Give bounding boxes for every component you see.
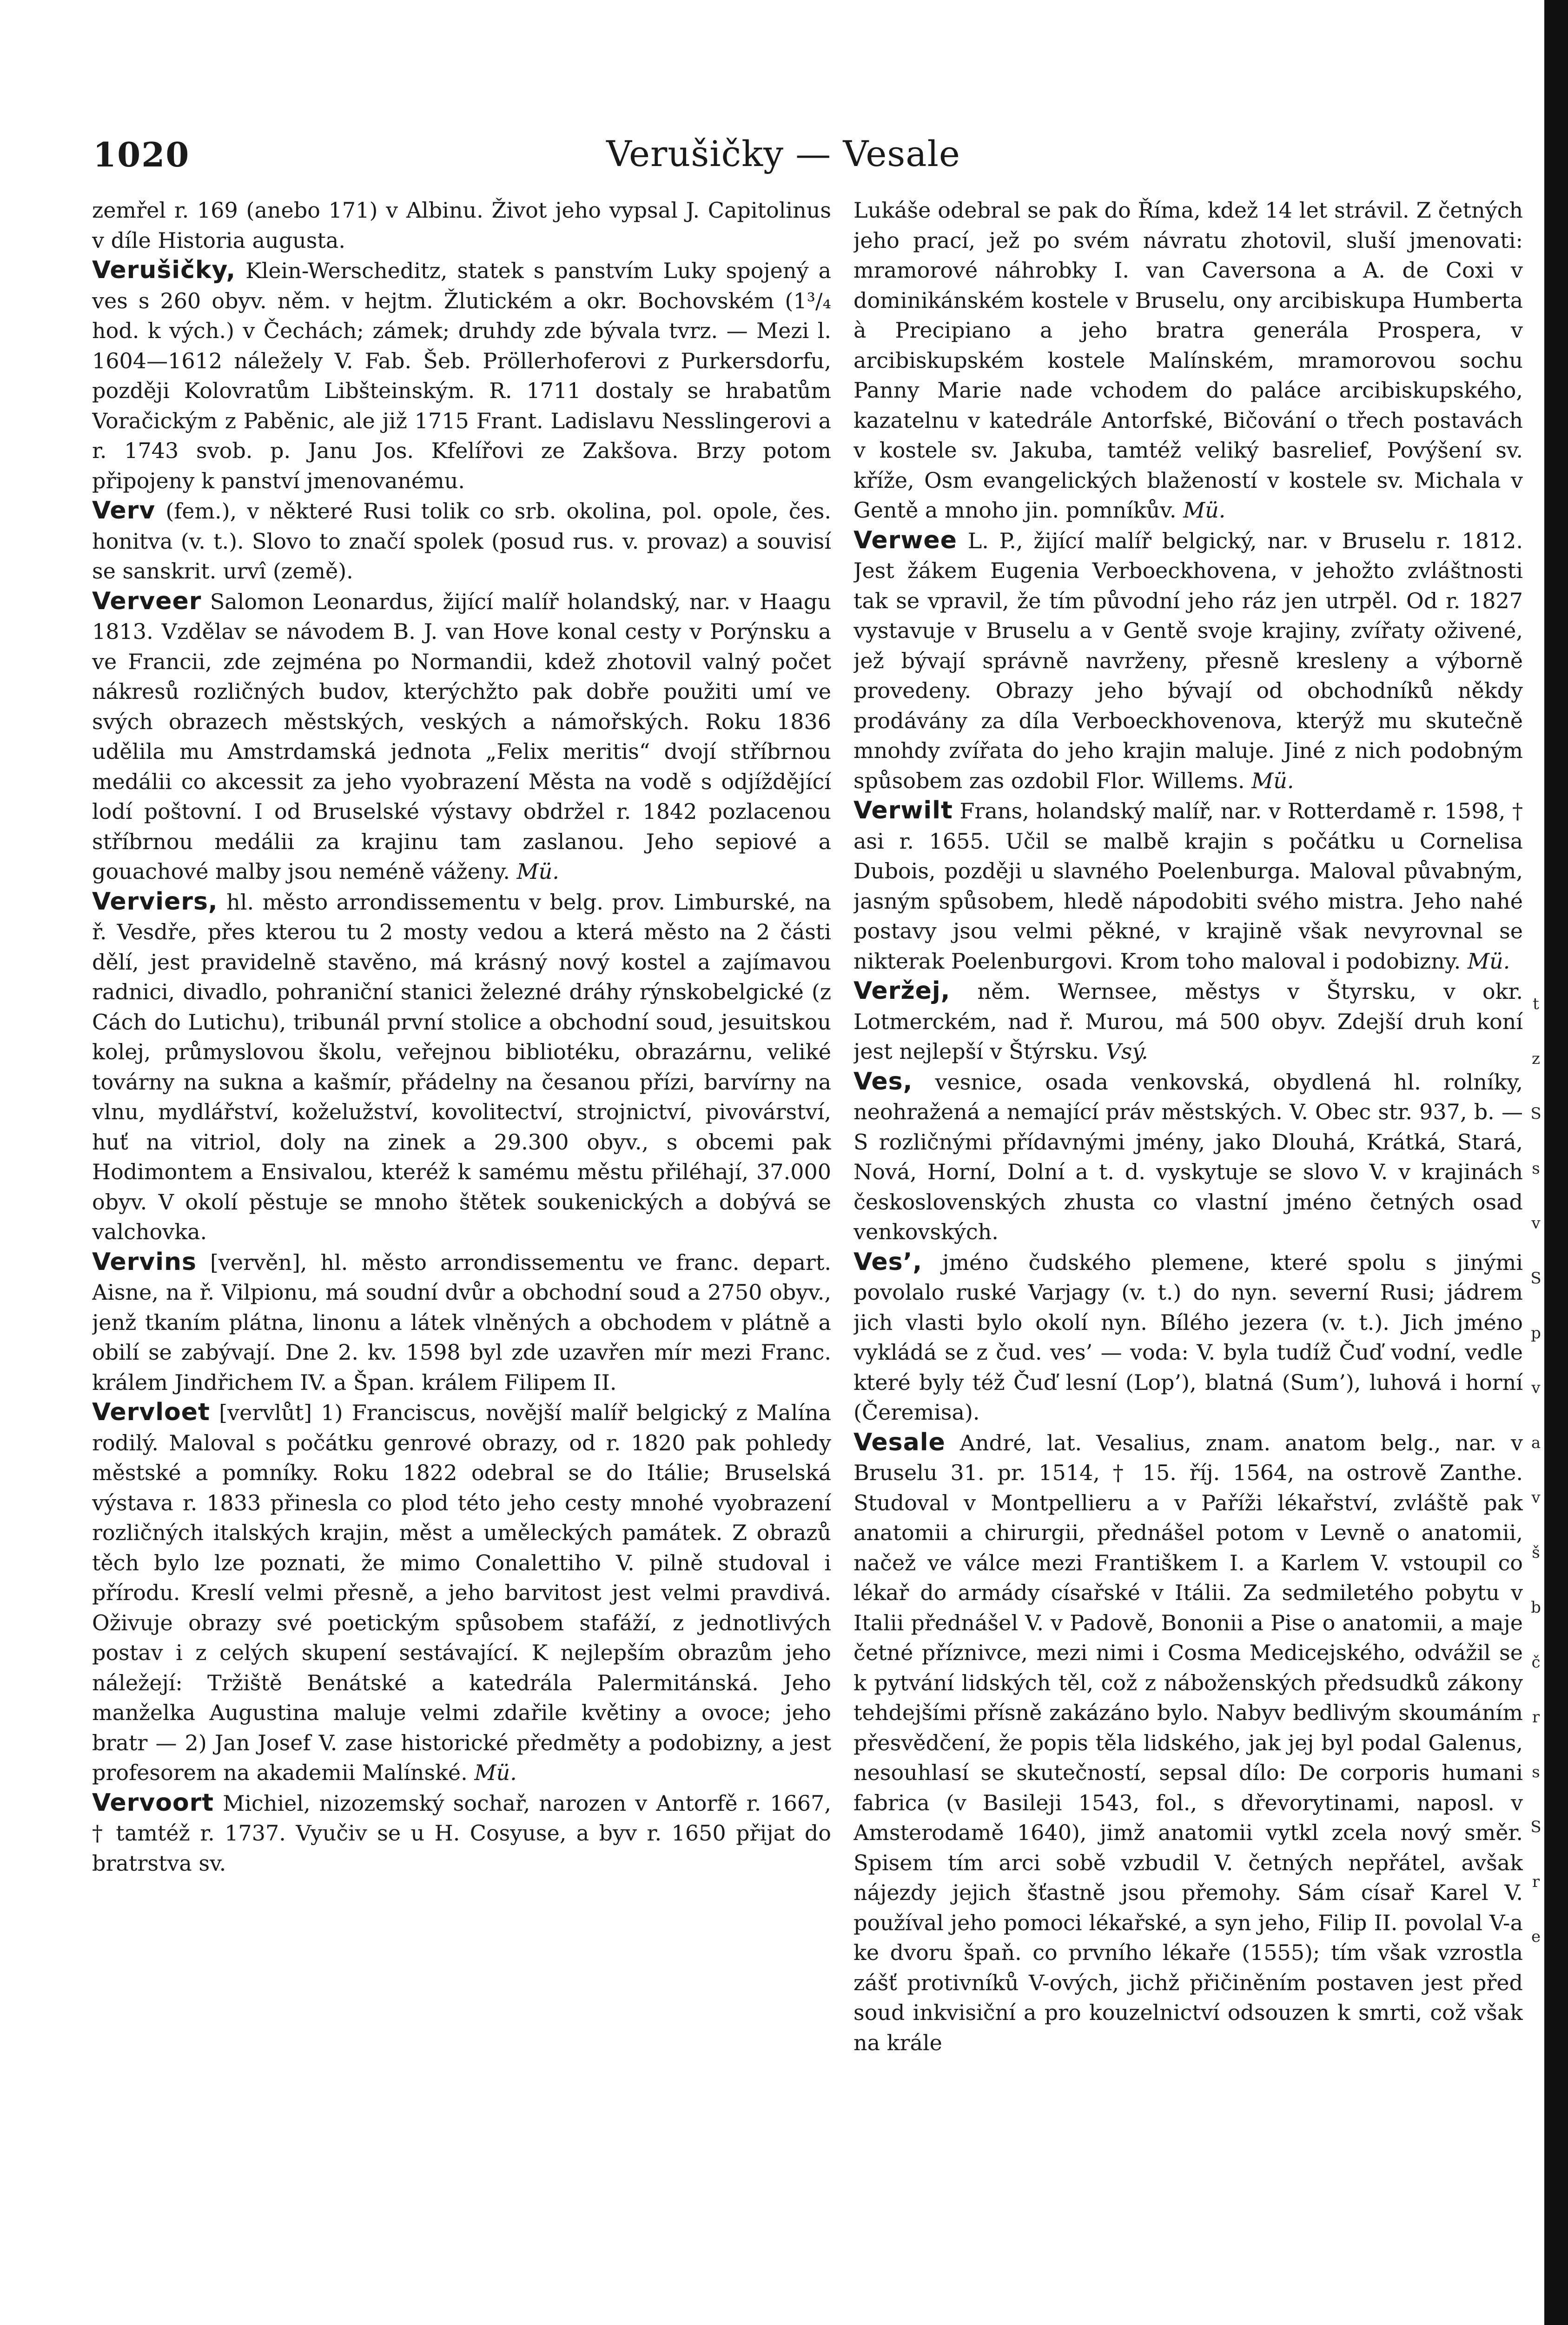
edge-glyph: p <box>1531 1324 1541 1342</box>
entry-text: jméno čudského plemene, které spolu s jinými povolalo ruské Varjagy (v. t.) do nyn. severní Rusi; jádrem jich vlasti bylo okolí nyn. Bílého jezera (v. t.). Jich jméno vykládá se z čud. ves’ — voda: V. byla tudíž Čuď vodní, vedle které byly též Čuď lesní (Lop’), blatná (Sum’), luhová i horní (Čeremisa). <box>853 1249 1523 1425</box>
dictionary-entry <box>92 1397 831 1788</box>
entry-headword: Vervins <box>92 1248 197 1276</box>
entry-text: něm. Wernsee, městys v Štyrsku, v okr. Lotmerckém, nad ř. Murou, má 500 obyv. Zdejší druh koní jest nejlepší v Štýrsku. <box>853 979 1523 1064</box>
edge-glyph: S <box>1530 1818 1542 1836</box>
entry-text: [vervěn], hl. město arrondissementu ve franc. depart. Aisne, na ř. Vilpionu, má soudní dvůr a obchodní soud a 2750 obyv., jenž tkaním plátna, linonu a látek vlněných a obchodem v plátně a obilí se zabývají. Dne 2. kv. 1598 byl zde uzavřen mír mezi Franc. králem Jindřichem IV. a Špan. králem Filipem II. <box>92 1249 831 1395</box>
entry-text: L. P., žijící malíř belgický, nar. v Bruselu r. 1812. Jest žákem Eugenia Verboeckhovena, v jehožto zvláštnosti tak se vpravil, že tím původní jeho ráz jen utrpěl. Od r. 1827 vystavuje v Bruselu a v Gentě svoje krajiny, zvířaty oživené, jež bývají správně navrženy, přesně kresleny a výborně provedeny. Obrazy jeho bývají od obchodníků někdy prodávány za díla Verboeckhovenova, kterýž mu skutečně mnohdy zvířata do jeho krajin maluje. Jiné z nich podobným spůsobem zas ozdobil Flor. Willems. <box>853 528 1523 793</box>
dictionary-entry <box>92 586 831 887</box>
dictionary-entry <box>853 976 1523 1067</box>
dictionary-entry <box>92 195 831 255</box>
adjacent-page-glyphs <box>1530 976 1542 1964</box>
author-signature: Mü. <box>1251 768 1294 793</box>
entry-headword: Vervloet <box>92 1398 210 1426</box>
edge-glyph: s <box>1532 1763 1540 1781</box>
entry-text: hl. město arrondissementu v belg. prov. Limburské, na ř. Vesdře, přes kterou tu 2 mosty vedou a která město na 2 části dělí, jest pravidelně stavěno, má krásný nový kostel a zajímavou radnici, divadlo, pohraniční stanici železné dráhy rýnskobelgické (z Cách do Lutichu), tribunál první stolice a obchodní soud, jesuitskou kolej, průmyslovou školu, veřejnou bibliotéku, obrazárnu, veliké továrny na sukna a kašmír, přádelny na česanou přízi, barvírny na vlnu, mydlářství, koželužství, kovolitectví, strojnictví, pivovárství, huť na vitriol, doly na zinek a 29.300 obyv., s obcemi pak Hodimontem a Ensivalou, kteréž k samému městu přiléhají, 37.000 obyv. V okolí pěstuje se mnoho štětek soukenických a dobývá se valchovka. <box>92 889 831 1244</box>
entry-text: zemřel r. 169 (anebo 171) v Albinu. Život jeho vypsal J. Capitolinus v díle Historia augusta. <box>92 198 831 253</box>
dictionary-entry <box>853 195 1523 525</box>
entry-headword: Verviers, <box>92 887 218 916</box>
entry-headword: Verwilt <box>853 797 953 824</box>
edge-glyph: v <box>1531 1379 1541 1397</box>
dictionary-entry <box>92 496 831 586</box>
edge-glyph: a <box>1531 1434 1541 1452</box>
entry-text: (fem.), v některé Rusi tolik co srb. okolina, pol. opole, čes. honitva (v. t.). Slovo to značí spolek (posud rus. v. provaz) a souvisí se sanskrit. urvî (země). <box>92 498 831 584</box>
page-number: 1020 <box>93 135 190 174</box>
dictionary-entry <box>853 525 1523 796</box>
entry-headword: Ves’, <box>853 1248 923 1276</box>
edge-glyph: t <box>1533 995 1539 1013</box>
entry-text: Lukáše odebral se pak do Říma, kdež 14 let strávil. Z četných jeho prací, jež po svém návratu zhotovil, sluší jmenovati: mramorové náhrobky I. van Caversona a A. de Coxi v dominikánském kostele v Bruselu, ony arcibiskupa Humberta à Precipiano a jeho bratra generála Prospera, v arcibiskupském kostele Malínském, mramorovou sochu Panny Marie nade vchodem do paláce arcibiskupského, kazatelnu v katedrále Antorfské, Bičování o třech postavách v kostele sv. Jakuba, tamtéž veliký basrelief, Povýšení sv. kříže, Osm evangelických blažeností v kostele sv. Michala v Gentě a mnoho jin. pomníkův. <box>853 198 1523 523</box>
entry-headword: Verv <box>92 497 156 525</box>
edge-glyph: š <box>1532 1543 1540 1562</box>
author-signature: Mü. <box>1467 948 1510 974</box>
entry-text: Klein-Werscheditz, statek s panstvím Luky spojený a ves s 260 obyv. něm. v hejtm. Žlutickém a okr. Bochovském (1³/₄ hod. k vých.) v Čechách; zámek; druhdy zde bývala tvrz. — Mezi l. 1604—1612 náležely V. Fab. Šeb. Pröllerhoferovi z Purkersdorfu, později Kolovratům Libšteinským. R. 1711 dostaly se hrabatům Voračickým z Paběnic, ale již 1715 Frant. Ladislavu Nesslingerovi a r. 1743 svob. p. Janu Jos. Kfelířovi ze Zakšova. Brzy potom připojeny k panství jmenovanému. <box>92 258 831 493</box>
entry-text: Frans, holandský malíř, nar. v Rotterdamě r. 1598, † asi r. 1655. Učil se malbě krajin s počátku u Cornelisa Dubois, později u slavného Poelenburga. Maloval půvabným, jasným spůsobem, hledě nápodobiti svého mistra. Jeho nahé postavy jsou velmi pěkné, v krajině však nevyrovnal se nikterak Poelenburgovi. Krom toho maloval i podobizny. <box>853 798 1523 974</box>
entry-text: [vervlůt] 1) Franciscus, novější malíř belgický z Malínа rodilý. Maloval s počátku genrové obrazy, od r. 1820 pak pohledy městské a pomníky. Roku 1822 odebral se do Itálie; Bruselská výstava r. 1833 přinesla co plod této jeho cesty mnohé vyobrazení rozličných italských krajin, měst a uměleckých památek. Z obrazů těch bylo lze poznati, že mimo Conalettiho V. pilně studoval i přírodu. Kreslí velmi přesně, a jeho barvitost jest velmi pravdivá. Oživuje obrazy své poetickým spůsobem stafáží, z jednotlivých postav i z celých skupení sestávající. K nejlepším obrazům jeho náležejí: Tržiště Benátské a katedrála Palermitánská. Jeho manželka Augustina maluje velmi zdařile květiny a ovoce; jeho bratr — 2) Jan Josef V. zase historické předměty a podobizny, a jest profesorem na akademii Malínské. <box>92 1400 831 1785</box>
author-signature: Mü. <box>1183 498 1226 523</box>
entry-headword: Vesale <box>853 1428 946 1456</box>
entry-headword: Verveer <box>92 587 202 615</box>
dictionary-entry <box>853 1067 1523 1247</box>
author-signature: Mü. <box>516 859 559 884</box>
edge-glyph: v <box>1531 1488 1541 1507</box>
edge-glyph: r <box>1532 1873 1540 1891</box>
dictionary-entry <box>853 1428 1523 2058</box>
running-title: Verušičky — Vesale <box>606 133 960 174</box>
author-signature: Vsý. <box>1105 1039 1148 1064</box>
edge-glyph: b <box>1531 1598 1541 1617</box>
left-column <box>92 195 831 2306</box>
dictionary-entry <box>92 1788 831 1879</box>
edge-glyph: S <box>1530 1269 1542 1288</box>
entry-text: André, lat. Vesalius, znam. anatom belg., nar. v Bruselu 31. pr. 1514, † 15. říj. 1564, na ostrově Zanthe. Studoval v Montpellieru a v Paříži lékařství, zvláště pak anatomii a chirurgii, přednášel potom v Levně o anatomii, načež ve válce mezi Františkem I. a Karlem V. vstoupil co lékař do armády císařské v Itálii. Za sedmiletého pobytu v Italii přednášel V. v Padově, Bononii a Pise o anatomii, a maje četné příznivce, mezi nimi i Cosma Medicejského, odvážil se k pytvání lidských těl, což z náboženských předsudků zákony tehdejšími přísně zakázáno bylo. Nabyv bedlivým skoumáním přesvědčení, že popis těla lidského, jak jej byl podal Galenus, nesouhlasí se skutečností, sepsal dílo: De corporis humani fabrica (v Basileji 1543, fol., s dřevorytinami, naposl. v Amsterodamě 1640), jimž anatomii vytkl zcela nový směr. Spisem tím arci sobě vzbudil V. četných nepřátel, avšak nájezdy jejich šťastně jsou přemohy. Sám císař Karel V. používal jeho pomoci lékařské, a syn jeho, Filip II. povolal V-a ke dvoru špaň. co prvního lékaře (1555); tím však vzrostla zášť protivníků V-ových, jichž přičiněním postaven jest před soud inkvisiční a pro kouzelnictví odsouzen k smrti, což však na krále <box>853 1430 1523 2055</box>
edge-glyph: s <box>1532 1159 1540 1178</box>
entry-text: Salomon Leonardus, žijící malíř holandský, nar. v Haagu 1813. Vzdělav se návodem B. J. van Hove konal cesty v Porýnsku a ve Francii, zde zejména po Normandii, kdež zhotovil valný počet nákresů rozličných budov, kterýchžto pak dobře použiti umí ve svých obrazech městských, veských a námořských. Roku 1836 udělila mu Amstrdamská jednota „Felix meritis“ dvojí stříbrnou medálii co akcessit za jeho vyobrazení Města na vodě s odjíždějící lodí poštovní. I od Bruselské výstavy obdržel r. 1842 pozlacenou stříbrnou medálii za krajinu tam zaslanou. Jeho sepiové a gouachové malby jsou neméně váženy. <box>92 589 831 884</box>
entry-text: vesnice, osada venkovská, obydlená hl. rolníky, neohražená a nemající práv městských. V. Obec str. 937, b. — S rozličnými přídavnými jmény, jako Dlouhá, Krátká, Stará, Nová, Horní, Dolní a t. d. vyskytuje se slovo V. v krajinách československých zhusta co vlastní jméno četných osad venkovských. <box>853 1069 1523 1244</box>
edge-glyph: e <box>1531 1927 1541 1946</box>
entry-headword: Verwee <box>853 526 957 554</box>
dictionary-entry <box>92 1247 831 1398</box>
page-header <box>93 122 1474 187</box>
edge-glyph: r <box>1532 1708 1540 1727</box>
dictionary-entry <box>853 796 1523 976</box>
page-edge-shadow <box>1544 0 1568 2325</box>
dictionary-entry <box>92 255 831 496</box>
entry-headword: Verušičky, <box>92 256 236 284</box>
entry-headword: Veržej, <box>853 977 951 1005</box>
edge-glyph: S <box>1530 1104 1542 1123</box>
dictionary-entry <box>92 887 831 1247</box>
right-column <box>853 195 1523 2306</box>
entry-headword: Ves, <box>853 1067 913 1096</box>
dictionary-entry <box>853 1247 1523 1428</box>
edge-glyph: v <box>1531 1214 1541 1233</box>
entry-text: Michiel, nizozemský sochař, narozen v Antorfě r. 1667, † tamtéž r. 1737. Vyučiv se u H. Cosyuse, a byv r. 1650 přijat do bratrstva sv. <box>92 1790 831 1876</box>
edge-glyph: z <box>1532 1050 1540 1068</box>
edge-glyph: č <box>1531 1653 1541 1672</box>
author-signature: Mü. <box>474 1760 517 1785</box>
entry-headword: Vervoort <box>92 1788 214 1817</box>
